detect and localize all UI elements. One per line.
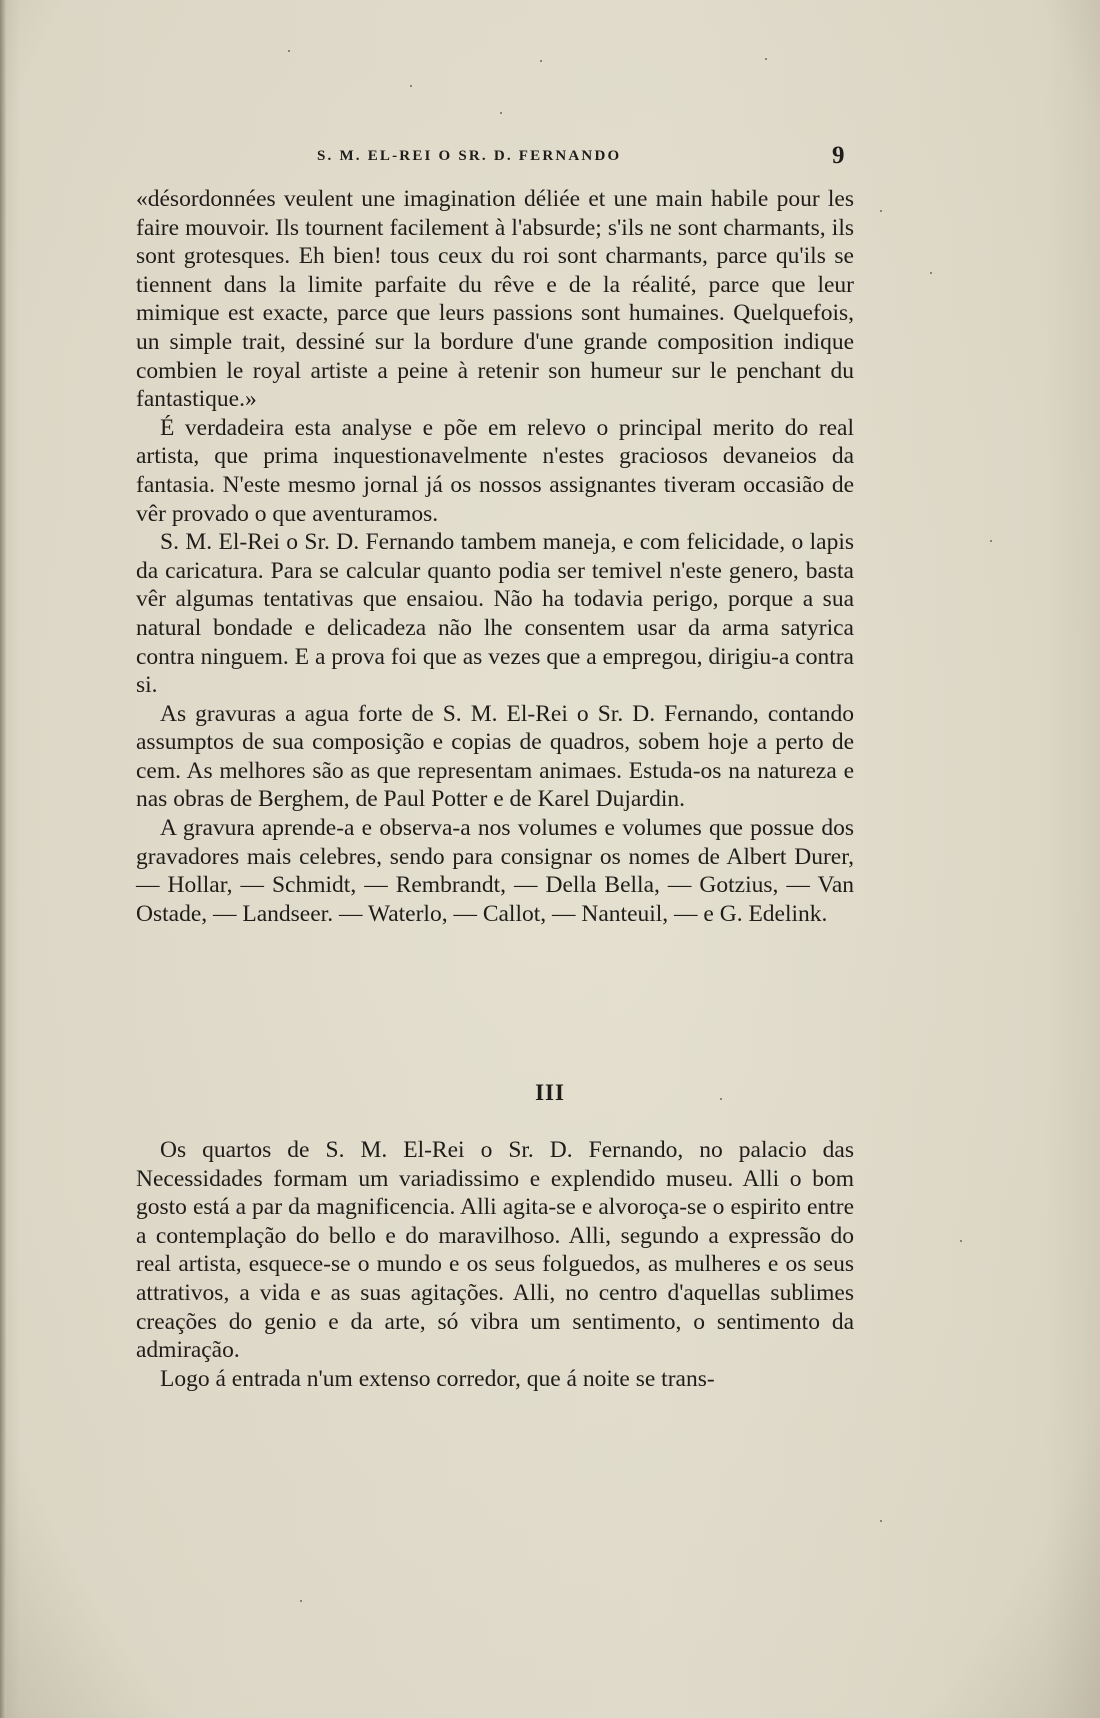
running-head [0,142,1100,172]
running-title: S. M. EL-REI O SR. D. FERNANDO [317,148,622,164]
paragraph-quote: «désordonnées veulent une imagination déliée et une main habile pour les faire mouvoir. Ils tournent facilement à l'absurde; s'ils ne sont charmants, ils sont grotesques. Eh bien! tous ceux du roi sont charmants, parce qu'ils se tiennent dans la limite parfaite du rêve e de la réalité, parce que leur mimique est exacte, parce que leurs passions sont humaines. Quelquefois, un simple trait, dessiné sur la bordure d'une grande composition indique combien le royal artiste a peine à retenir son humeur sur le penchant du fantastique.» [136,186,854,413]
paragraph: As gravuras a agua forte de S. M. El-Rei o Sr. D. Fernando, contando assumptos de sua composição e copias de quadros, sobem hoje a perto de cem. As melhores são as que representam animaes. Estuda-os na natureza e nas obras de Berghem, de Paul Potter e de Karel Dujardin. [136,700,854,813]
paragraph: Logo á entrada n'um extenso corredor, que á noite se trans- [160,1365,715,1392]
paragraph: S. M. El-Rei o Sr. D. Fernando tambem maneja, e com felicidade, o lapis da caricatura. Para se calcular quanto podia ser temivel n'este genero, basta vêr algumas tentativas que ensaiou. Não ha todavia perigo, porque a sua natural bondade e delicadeza não lhe consentem usar da arma satyrica contra ninguem. E a prova foi que as vezes que a empregou, dirigiu-a contra si. [136,529,854,699]
body-text-block [136,185,854,928]
section-text-block [136,1136,854,1393]
paragraph: A gravura aprende-a e observa-a nos volumes e volumes que possue dos gravadores mais celebres, sendo para consignar os nomes de Albert Durer, — Hollar, — Schmidt, — Rembrandt, — Della Bella, — Gotzius, — Van Ostade, — Landseer. — Waterlo, — Callot, — Nanteuil, — e G. Edelink. [136,815,854,927]
page-number: 9 [832,142,845,169]
paragraph: Os quartos de S. M. El-Rei o Sr. D. Fernando, no palacio das Necessidades formam um variadissimo e explendido museu. Alli o bom gosto está a par da magnificencia. Alli agita-se e alvoroça-se o espirito entre a contemplação do bello e do maravilhoso. Alli, segundo a expressão do real artista, esquece-se o mundo e os seus folguedos, as mulheres e os seus attrativos, a vida e as suas agitações. Alli, no centro d'aquellas sublimes creações do genio e da arte, só vibra um sentimento, o sentimento da admiração. [136,1137,854,1364]
paragraph: É verdadeira esta analyse e põe em relevo o principal merito do real artista, que prima inquestionavelmente n'estes graciosos devaneios da fantasia. N'este mesmo jornal já os nossos assignantes tiveram occasião de vêr provado o que aventuramos. [136,414,854,527]
section-heading: III [535,1080,565,1105]
page-edge-shadow [0,0,6,1718]
